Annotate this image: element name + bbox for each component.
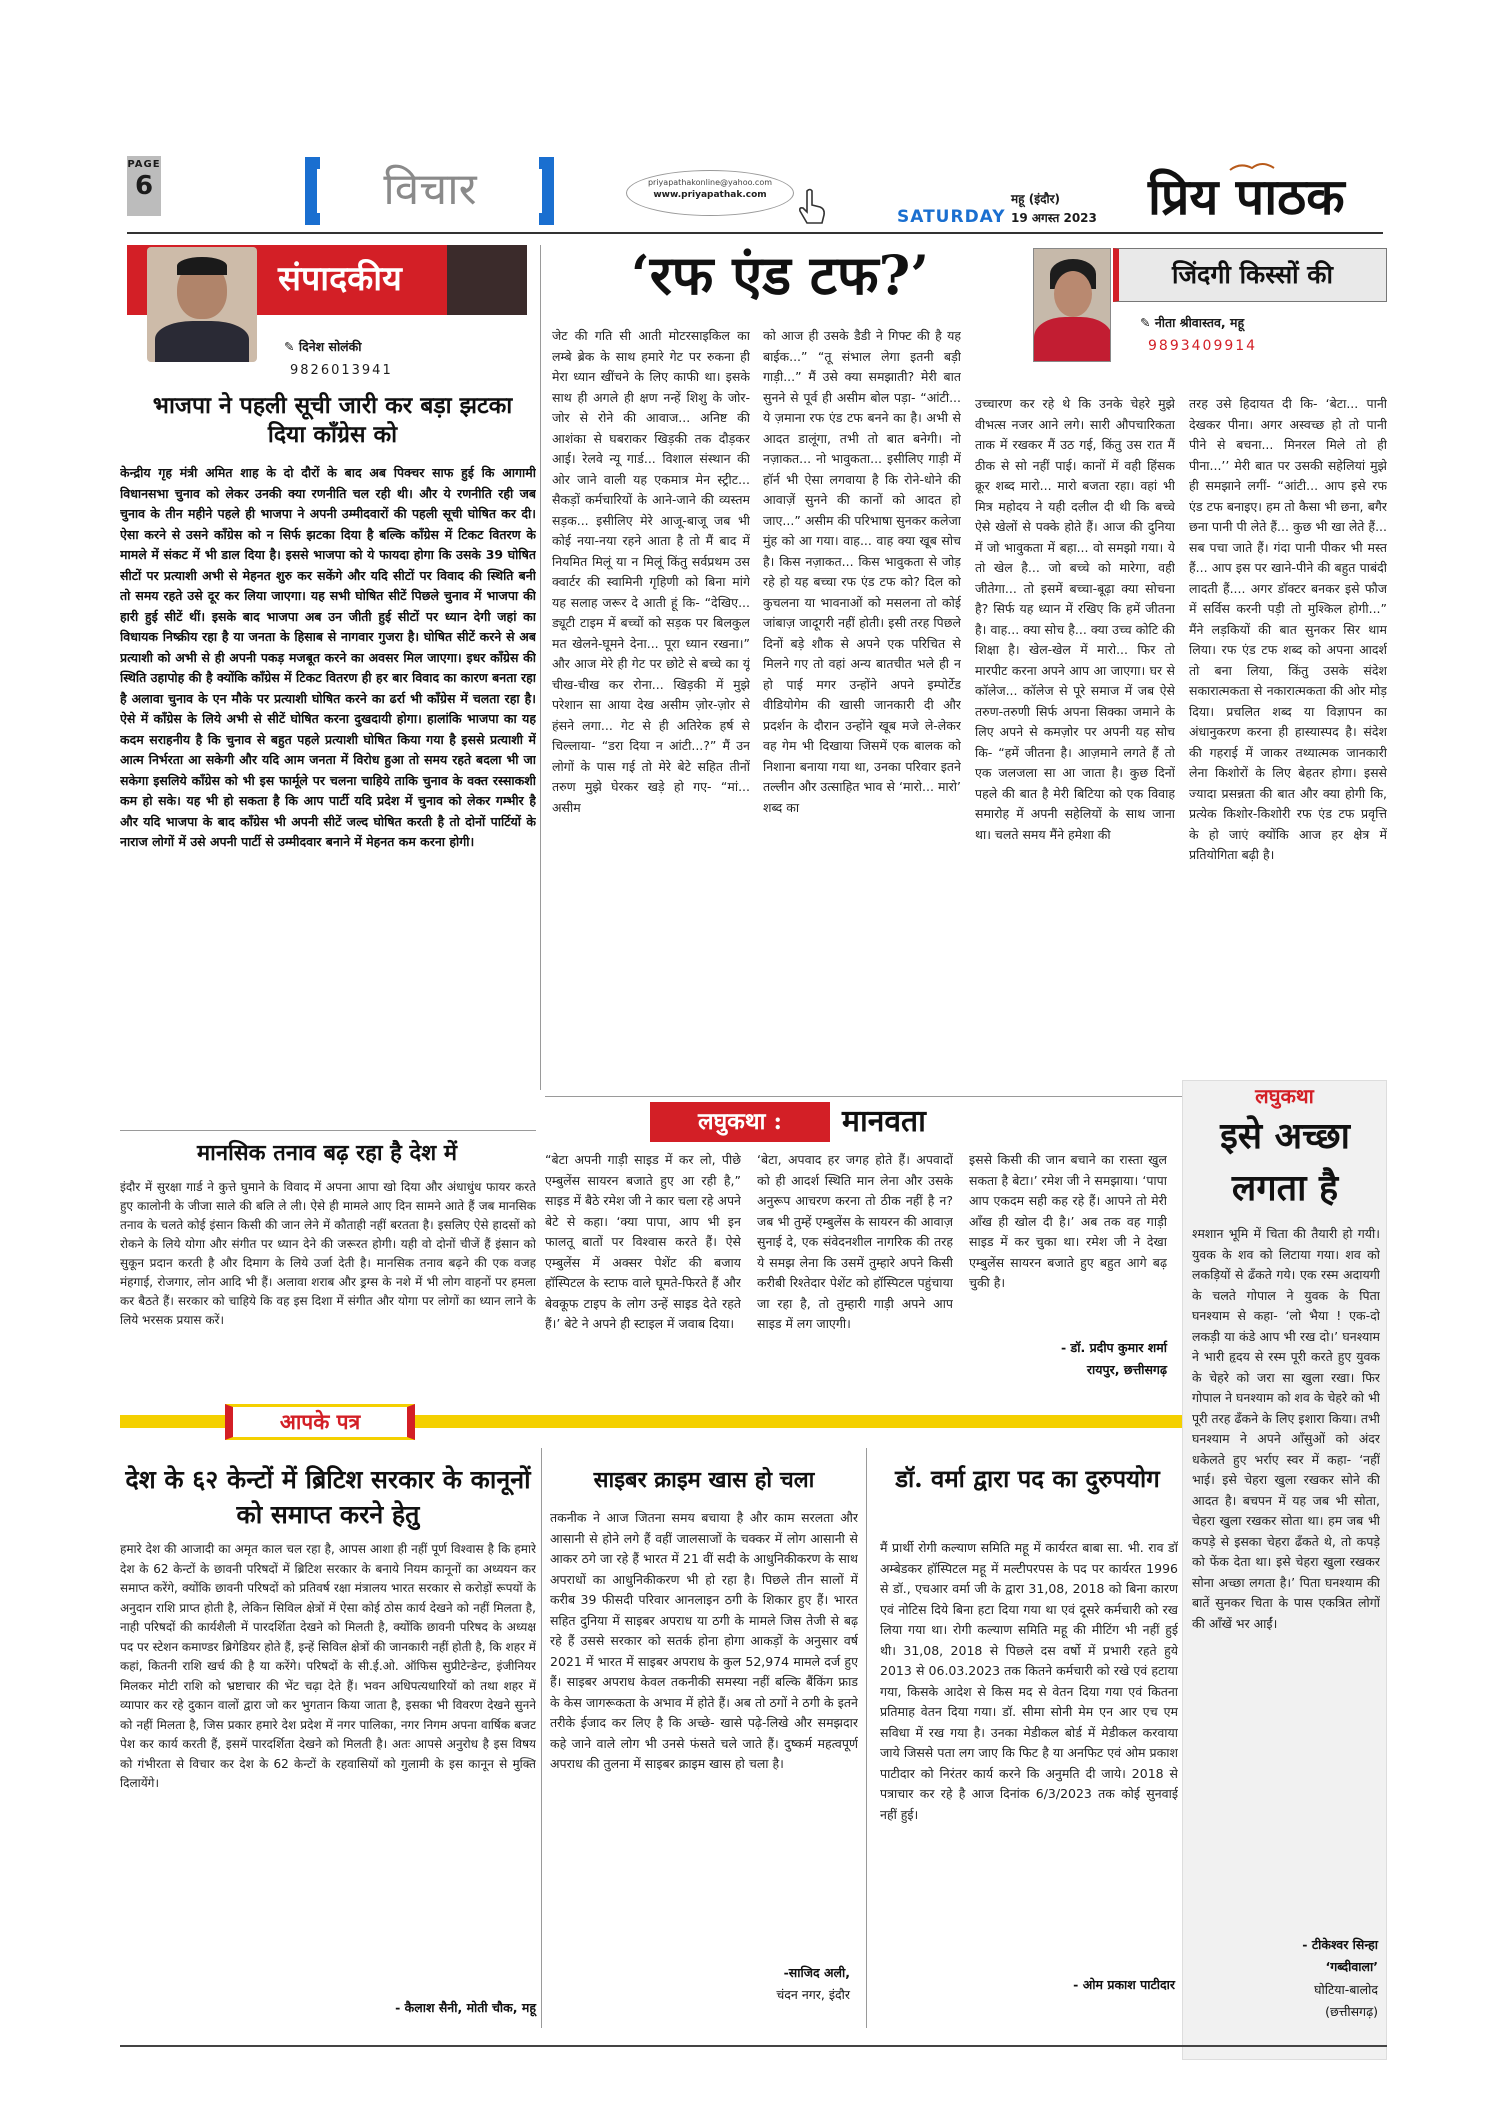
letter2-body: तकनीक ने आज जितना समय बचाया है और काम सरलता और आसानी से होने लगे हैं वहीं जालसाजों के चक्कर में लोग आसानी से आकर ठगे जा रहे हैं भारत में 21 वीं सदी के आधुनिकीकरण के साथ अपराधों का आधुनिकीकरण भी हो रहा है। पिछले तीन सालों में करीब 39 फीसदी परिवार आनलाइन ठगी के शिकार हुए हैं। भारत सहित दुनिया में साइबर अपराध या ठगी के मामले जिस तेजी से बढ़ रहे हैं उससे सरकार को सतर्क होना होगा आकड़ों के अनुसार वर्ष 2021 में भारत में साइबर अपराध के कुल 52,974 मामले दर्ज हुए हैं। साइबर अपराध केवल तकनीकी समस्या नहीं बल्कि बैंकिंग फ्राड के केस जागरूकता के अभाव में होते हैं। अब तो ठगों ने ठगी के इतने तरीके ईजाद कर लिए है कि अच्छे- खासे पढ़े-लिखे और समझदार कहे जाने वाले लोग भी उनसे फंसते चले जाते हैं। दुष्कर्म महत्वपूर्ण अपराध की तुलना में साइबर क्राइम खास हो चला है। xyxy=(550,1510,858,1771)
letters-label xyxy=(225,1404,415,1440)
laghukatha-col-2: ‘बेटा, अपवाद हर जगह होते हैं। अपवादों को ही आदर्श स्थिति मान लेना और उसके अनुरूप आचरण करना तो ठीक नहीं है न? जब भी तुम्हें एम्बुलेंस के सायरन की आवाज़ सुनाई दे, एक संवेदनशील नागरिक की तरह ये समझ लेना कि उसमें तुम्हारे अपने किसी करीबी रिश्तेदार पेशेंट को हॉस्पिटल पहुंचाया जा रहा है, तो तुम्हारी गाड़ी अपने आप साइड में लग जाएगी। xyxy=(757,1152,953,1331)
editor-photo xyxy=(147,247,257,362)
letter3-signature: - ओम प्रकाश पाटीदार xyxy=(1073,1977,1175,1992)
laghukatha-col-1: “बेटा अपनी गाड़ी साइड में कर लो, पीछे एम्बुलेंस सायरन बजाते हुए आ रही है,” साइड में बैठे रमेश जी ने कार चला रहे अपने बेटे से कहा। ‘क्या पापा, आप भी इन फालतू बातों पर विश्वास करते हैं। ऐसे एम्बुलेंस में अक्सर पेशेंट की बजाय हॉस्पिटल के स्टाफ वाले घूमते-फिरते हैं और बेवकूफ टाइप के लोग उन्हें साइड देते रहते हैं।’ बेटे ने अपने ही स्टाइल में जवाब दिया। xyxy=(545,1152,741,1331)
columnist-photo-saree xyxy=(1034,317,1111,362)
pen-icon: ✎ xyxy=(284,339,299,354)
columnist-photo xyxy=(1033,248,1111,362)
editorial-banner-title: संपादकीय xyxy=(278,259,402,299)
rule-letters-2 xyxy=(866,1448,867,2028)
letter3-body: मैं प्रार्थी रोगी कल्याण समिति महू में कार्यरत बाबा सा. भी. राव डॉ अम्बेडकर हॉस्पिटल महू में मल्टीपरपस के पद पर कार्यरत 1996 से डॉ., एचआर वर्मा जी के द्वारा 31,08, 2018 को बिना कारण एवं नोटिस दिये बिना हटा दिया गया था एवं दूसरे कर्मचारी को रख लिया गया था। रोगी कल्याण समिति महू की मीटिंग भी नहीं हुई थी। 31,08, 2018 से पिछले दस वर्षो में प्रभारी रहते हुये 2013 से 06.03.2023 तक कितने कर्मचारी को रखे एवं हटाया गया, किसके आदेश से किस मद से वेतन दिया गया एवं कितना प्रतिमाह वेतन दिया गया। डॉ. सीमा सोनी मेम एन आर एच एम सविधा में रख गया है। उनका मेडीकल बोर्ड में मेडीकल करवाया जाये जिससे पता लग जाए कि फिट है या अनफिट एवं ओम प्रकाश पाटीदार को निरंतर कार्य करने कि अनुमति दी जाये। 2018 से पत्राचार कर रहे है आज दिनांक 6/3/2023 तक कोई सुनवाई नहीं हुई। xyxy=(880,1540,1178,1822)
laghukatha2-state: (छत्तीसगढ़) xyxy=(1325,2004,1378,2019)
letter3-headline: डॉ. वर्मा द्वारा पद का दुरुपयोग xyxy=(895,1464,1160,1493)
editorial-body: केन्द्रीय गृह मंत्री अमित शाह के दो दौरों के बाद अब पिक्चर साफ हुई कि आगामी विधानसभा चुनाव को लेकर उनकी क्या रणनीति चल रही थी। और ये रणनीति रही जब चुनाव के तीन महीने पहले ही भाजपा ने अपनी उम्मीदवारों की पहली सूची घोषित कर दी। ऐसा करने से उसने कॉंग्रेस को न सिर्फ झटका दिया है बल्कि कॉंग्रेस में टिकट वितरण के मामले में संकट में भी डाल दिया है। इससे भाजपा को ये फायदा होगा कि उसके 39 घोषित सीटों पर प्रत्याशी अभी से मेहनत शुरु कर सकेंगे और यदि सीटों पर विवाद की स्थिति बनी तो समय रहते उसे दूर कर लिया जाएगा। यह सभी घोषित सीटें पिछले चुनाव में भाजपा की हारी हुई सीटें थीं। इसके बाद भाजपा अब उन जीती हुई सीटों पर ध्यान देगी जहां का विधायक निष्क्रीय रहा है या जनता के हिसाब से नागवार गुजरा है। घोषित सीटें करने से अब प्रत्याशी को अभी से ही अपनी पकड़ मजबूत करने का अवसर मिल जाएगा। इधर कॉंग्रेस की स्थिति उहापोह की है क्योंकि कॉंग्रेस में टिकट वितरण ही हर बार विवाद का कारण बनता रहा है अलावा चुनाव के एन मौके पर प्रत्याशी घोषित करने का ढर्रा भी कॉंग्रेस में चलता रहा है। ऐसे में कॉंग्रेस के लिये अभी से सीटें घोषित करना दुखदायी होगा। हालांकि भाजपा का यह कदम सराहनीय है कि चुनाव से बहुत पहले प्रत्याशी घोषित किया गया है इससे प्रत्याशी में आत्म निर्भरता आ सकेगी और यदि आम जनता में विरोध हुआ तो समय रहते बदला भी जा सकेगा इसलिये कॉंग्रेस को भी इस फार्मूले पर चलना चाहिये ताकि चुनाव के वक्त रस्साकशी कम हो सके। यह भी हो सकता है कि आप पार्टी यदि प्रदेश में चुनाव को लेकर गम्भीर है और यदि भाजपा के बाद कॉंग्रेस भी अपनी सीटें जल्द घोषित करती है तो दोनों पार्टियों के नाराज लोगों में उसे अपनी पार्टी से उम्मीदवार बनाने में मेहनत कम करना होगी। xyxy=(120,465,536,849)
editorial-author-name: दिनेश सोलंकी xyxy=(298,339,362,354)
rough-col-2: को आज ही उसके डैडी ने गिफ्ट की है यह बाईक...” “तू संभाल लेगा इतनी बड़ी गाड़ी...” मैं उसे क्या समझाती? मेरी बात सुनने से पूर्व ही असीम बोल पड़ा- “आंटी... ये ज़माना रफ एंड टफ बनने का है। अभी से आदत डालूंगा, तभी तो बात बनेगी। नो नज़ाकत... नो भावुकता... इसीलिए गाड़ी में हॉर्न भी ऐसा लगवाया है कि रोने-धोने की आवाज़ें सुनने की कानों को आदत हो जाए...” असीम की परिभाषा सुनकर कलेजा मुंह को आ गया। वाह... वाह क्या खूब सोच है। किस नज़ाकत... किस भावुकता से जोड़ रहे हो यह बच्चा रफ एंड टफ को? दिल को कुचलना या भावनाओं को मसलना तो कोई जांबाज़ जादूगरी नहीं होती। इसी तरह पिछले दिनों बड़े शौक से अपने एक परिचित से मिलने गए तो वहां अन्य बातचीत भले ही न हो पाई मगर उन्होंने अपने इम्पोर्टेड वीडियोगेम की खासी जानकारी दी और प्रदर्शन के दौरान उन्होंने खूब मजे ले-लेकर वह गेम भी दिखाया जिसमें एक बालक को निशाना बनाया गया था, उनका परिवार इतने तल्लीन और उत्साहित भाव से ‘मारो... मारो’ शब्द का xyxy=(763,328,961,815)
page-number: 6 xyxy=(134,171,154,201)
section-title: विचार xyxy=(383,164,477,215)
rule-editorial-bottom xyxy=(120,1130,536,1131)
column-author xyxy=(1140,314,1244,331)
letter2-signature-name: -साजिद अली, xyxy=(783,1965,850,1980)
rule-letters-1 xyxy=(541,1448,542,2028)
editor-photo-hair xyxy=(177,257,227,275)
editorial-phone: 9826013941 xyxy=(290,363,393,378)
laghukatha-title: मानवता xyxy=(842,1104,926,1139)
rough-col-3: उच्चारण कर रहे थे कि उनके चेहरे मुझे वीभत्स नजर आने लगे। सारी औपचारिकता ताक में रखकर मैं उठ गई, किंतु उस रात मैं ठीक से सो नहीं पाई। कानों में वही हिंसक क्रूर शब्द मारो... मारो बजता रहा। वहां भी मित्र महोदय ने यही दलील दी थी कि बच्चे ऐसे खेलों से पक्के होते हैं। आज की दुनिया में जो भावुकता में बहा... वो समझो गया। ये तो खेल है... जो बच्चे को मारेगा, वही जीतेगा... तो इसमें बच्चा-बूढ़ा क्या सोचना है? सिर्फ यह ध्यान में रखिए कि हमें जीतना है। वाह... क्या सोच है... क्या उच्च कोटि की शिक्षा है। खेल-खेल में मारो... फिर तो मारपीट करना अपने आप आ जाएगा। घर से कॉलेज... कॉलेज से पूरे समाज में जब ऐसे तरुण-तरुणी सिर्फ अपना सिक्का जमाने के लिए अपने से कमज़ोर पर अपनी यह सोच कि- “हमें जीतना है। आज़माने लगते हैं तो एक जलजला सा आ जाता है। कुछ दिनों पहले की बात है मेरी बिटिया को एक विवाह समारोह में अपनी सहेलियों के साथ जाना था। चलते समय मैंने हमेशा की xyxy=(975,396,1175,842)
email-text: priyapathakonline@yahoo.com xyxy=(647,178,773,187)
bird-logo-icon xyxy=(1228,160,1276,174)
day-label: SATURDAY xyxy=(897,207,1006,227)
laghukatha-label: लघुकथा : xyxy=(650,1102,830,1142)
editorial-headline: भाजपा ने पहली सूची जारी कर बड़ा झटका दिया कॉंग्रेस को xyxy=(152,392,513,448)
laghukatha-banner xyxy=(650,1102,1010,1142)
rule-editorial-right xyxy=(540,245,541,1090)
rough-col-4: तरह उसे हिदायत दी कि- ‘बेटा... पानी देखकर पीना। अगर अस्वच्छ हो तो पानी पीने से बचना... मिनरल मिले तो ही पीना...’’ मेरी बात पर उसकी सहेलियां मुझे ही समझाने लगीं- “आंटी... आप इसे रफ एंड टफ बनाइए। हम तो कैसा भी छना, बगैर छना पानी पी लेते हैं... कुछ भी खा लेते हैं... सब पचा जाते हैं। गंदा पानी पीकर भी मस्त हैं... आप इस पर खाने-पीने की बहुत पाबंदी लादती हैं.... अगर डॉक्टर बनकर इसे फौज में सर्विस करनी पड़ी तो मुश्किल होगी...” मैंने लड़कियों की बात सुनकर सिर थाम लिया। रफ एंड टफ शब्द को अपना आदर्श तो बना लिया, किंतु उसके संदेश सकारात्मकता से नकारात्मकता की ओर मोड़ दिया। प्रचलित शब्द या विज्ञापन का अंधानुकरण करना ही हास्यास्पद है। संदेश की गहराई में जाकर तथ्यात्मक जानकारी लेना किशोरों के लिए बेहतर होगा। इससे ज्यादा प्रसन्नता की बात और क्या होगी कि, प्रत्येक किशोर-किशोरी रफ एंड टफ प्रवृत्ति के हो जाएं क्योंकि आज हर क्षेत्र में प्रतियोगिता बढ़ी है। xyxy=(1189,396,1387,862)
rule-laghukatha-top xyxy=(545,1096,1185,1097)
letter1-signature: - कैलाश सैनी, मोती चौक, महू xyxy=(395,2000,536,2015)
editorial-author xyxy=(284,338,362,355)
column-banner-title: जिंदगी किस्सों की xyxy=(1172,260,1333,289)
page-bottom-rule xyxy=(120,2045,1387,2047)
column-phone: 9893409914 xyxy=(1148,338,1258,354)
laghukatha2-author: - टीकेश्वर सिन्हा xyxy=(1302,1937,1378,1952)
editorial-banner-dark xyxy=(447,245,527,315)
letter1-headline: देश के ६२ केन्टों में ब्रिटिश सरकार के कानूनों को समाप्त करने हेतु xyxy=(125,1465,531,1529)
date-label: 19 अगस्त 2023 xyxy=(1011,211,1097,225)
editor-photo-suit xyxy=(155,321,249,362)
page-number-box xyxy=(127,156,161,216)
columnist-photo-face xyxy=(1054,271,1092,317)
stress-headline: मानसिक तनाव बढ़ रहा है देश में xyxy=(197,1140,457,1166)
right-bracket-icon xyxy=(539,157,554,225)
laghukatha2-title: इसे अच्छा लगता है xyxy=(1220,1115,1350,1209)
stress-body: इंदौर में सुरक्षा गार्ड ने कुत्ते घुमाने के विवाद में अपना आपा खो दिया और अंधाधुंध फायर करते हुए कालोनी के जीजा साले की बलि ले ली। ऐसे ही मामले आए दिन सामने आते हैं जब मानसिक तनाव के चलते कोई इंसान किसी की जान लेने में कौताही नहीं बरतता है। इसलिए ऐसे हादसों को रोकने के लिये योगा और संगीत पर ध्यान देने की जरूरत होगी। यही वो दोनों चीजें हैं इंसान को सुकून प्रदान करती है और दिमाग के लिये उर्जा देती है। मानसिक तनाव बढ़ने की एक वजह मंहगाई, रोजगार, लोन आदि भी हैं। अलावा शराब और ड्रग्स के नशे में भी लोग वाहनों पर हमला कर बैठते हैं। सरकार को चाहिये कि वह इस दिशा में संगीत और योगा पर लोगों का ध्यान लाने के लिये भरसक प्रयास करें। xyxy=(120,1180,536,1327)
column-author-name: नीता श्रीवास्तव, महू xyxy=(1154,315,1245,330)
laghukatha-col-3: इससे किसी की जान बचाने का रास्ता खुल सकता है बेटा।’ रमेश जी ने समझाया। ‘पापा आप एकदम सही कह रहे हैं। आपने तो मेरी आँख ही खोल दी है।’ अब तक वह गाड़ी साइड में कर चुका था। रमेश जी ने देखा एम्बुलेंस सायरन बजाते हुए बहुत आगे बढ़ चुकी है। xyxy=(969,1152,1167,1290)
letters-label-text: आपके पत्र xyxy=(279,1409,361,1434)
website-text: www.priyapathak.com xyxy=(653,190,767,200)
laghukatha2-label: लघुकथा xyxy=(1255,1084,1314,1108)
laghukatha-place: रायपुर, छत्तीसगढ़ xyxy=(1086,1362,1167,1377)
laghukatha2-pen-name: ‘गब्दीवाला’ xyxy=(1325,1959,1378,1974)
letter1-body: हमारे देश की आजादी का अमृत काल चल रहा है, आपस आशा ही नहीं पूर्ण विश्वास है कि हमारे देश के 62 केन्टों के छावनी परिषदों में ब्रिटिश सरकार के बनाये नियम कानूनों का अध्ययन कर समाप्त करेंगे, क्योंकि छावनी परिषदों को प्रतिवर्ष रक्षा मंत्रालय भारत सरकार से करोड़ों रूपयों के अनुदान राशि प्राप्त होती है, लेकिन सिविल क्षेत्रों में ऐसा कोई ठोस कार्य देखने को नहीं मिलता है, नाही परिषदों की कार्यशैली में पारदर्शिता देखने को मिलती है, क्योंकि छावनी परिषद के अध्यक्ष पद पर स्टेशन कमाण्डर ब्रिगेडियर होते हैं, इन्हें सिविल क्षेत्रों की जानकारी नहीं होती है, कि शहर में कहां, कितनी राशि खर्च की है या करेंगे। परिषदों के सी.ई.ओ. ऑफिस सुप्रीटेन्डेन्ट, इंजीनियर मिलकर मोटी राशि को भ्रष्टाचार की भेंट चढ़ा देते हैं। भवन अधिपत्यधारियों को तथा शहर में व्यापार कर रहे दुकान वालों द्वारा जो कर भुगतान किया जाता है, इसका भी विवरण देखने सुनने को नहीं मिलता है, जिस प्रकार हमारे देश प्रदेश में नगर पालिका, नगर निगम अपना वार्षिक बजट पेश कर कार्य करती हैं, इसमें पारदर्शिता देखने को मिलती है। अतः आपसे अनुरोध है इस विषय को गंभीरता से विचार कर देश के 62 केन्टों के रहवासियों को गुलामी के इस कानून से मुक्ति दिलायेंगे। xyxy=(120,1542,536,1790)
laghukatha-author: - डॉ. प्रदीप कुमार शर्मा xyxy=(1061,1340,1167,1355)
masthead-logo: प्रिय पाठक xyxy=(1148,167,1345,226)
laghukatha2-body: श्मशान भूमि में चिता की तैयारी हो गयी। युवक के शव को लिटाया गया। शव को लकड़ियों से ढँकते गये। एक रस्म अदायगी के चलते गोपाल ने युवक के पिता घनश्याम से कहा- ‘लो भैया ! एक-दो लकड़ी या कंडे आप भी रख दो।’ घनश्याम ने भारी हृदय से रस्म पूरी करते हुए युवक के चेहरे को जरा सा खुला रखा। फिर गोपाल ने घनश्याम को शव के चेहरे को भी पूरी तरह ढँकने के लिए इशारा किया। तभी घनश्याम ने अपने आँसुओं को अंदर धकेलते हुए भर्राए स्वर में कहा- ‘नहीं भाई। इसे चेहरा खुला रखकर सोने की आदत है। बचपन में यह जब भी सोता, चेहरा खुला रखकर सोता था। हम जब भी कपड़े से इसका चेहरा ढँकते थे, तो कपड़े को फेंक देता था। इसे चेहरा खुला रखकर सोना अच्छा लगता है।’ पिता घनश्याम की बातें सुनकर चिता के पास एकत्रित लोगों की आँखें भर आईं। xyxy=(1192,1226,1380,1631)
letter2-signature-place: चंदन नगर, इंदौर xyxy=(776,1987,850,2002)
laghukatha2-place: घोटिया-बालोद xyxy=(1314,1982,1378,1997)
letter2-headline: साइबर क्राइम खास हो चला xyxy=(593,1467,815,1493)
rough-headline: ‘रफ एंड टफ?’ xyxy=(630,243,930,307)
page-label: PAGE xyxy=(127,159,161,170)
pen-icon: ✎ xyxy=(1140,315,1155,330)
rough-col-1: जेट की गति सी आती मोटरसाइकिल का लम्बे ब्रेक के साथ हमारे गेट पर रुकना ही मेरा ध्यान खींचने के लिए काफी था। इसके साथ ही अगले ही क्षण नन्हें शिशु के जोर-जोर से रोने की आवाज... अनिष्ट की आशंका से घबराकर खिड़की तक दौड़कर आई। रेलवे न्यू गार्ड... विशाल संस्थान की ओर जाने वाली यह एकमात्र मेन स्ट्रीट... सैकड़ों कर्मचारियों के आने-जाने की व्यस्तम सड़क... इसीलिए मेरे आजू-बाजू जब भी कोई नया-नया रहने आता है तो मैं बाद में नियमित मिलूं या न मिलूं किंतु सर्वप्रथम उस क्वार्टर की स्वामिनी गृहिणी को बिना मांगे यह सलाह जरूर दे आती हूं कि- “देखिए... ड्यूटी टाइम में बच्चों को सड़क पर बिलकुल मत खेलने-घूमने देना... पूरा ध्यान रखना।” और आज मेरे ही गेट पर छोटे से बच्चे का यूं चीख-चीख कर रोना... खिड़की में मुझे परेशान सा आया देख असीम ज़ोर-ज़ोर से हंसने लगा... गेट से ही अतिरेक हर्ष से चिल्लाया- “डरा दिया न आंटी...?” मैं उन लोगों के पास गई तो मेरे बेटे सहित तीनों तरुण मुझे घेरकर खड़े हो गए- “मां... असीम xyxy=(552,328,750,815)
contact-oval xyxy=(626,170,794,216)
header-rule xyxy=(127,232,1383,234)
pointer-hand-icon xyxy=(795,187,829,225)
column-banner xyxy=(1113,248,1387,302)
city-label: महू (इंदौर) xyxy=(1011,192,1060,206)
left-bracket-icon xyxy=(305,157,320,225)
